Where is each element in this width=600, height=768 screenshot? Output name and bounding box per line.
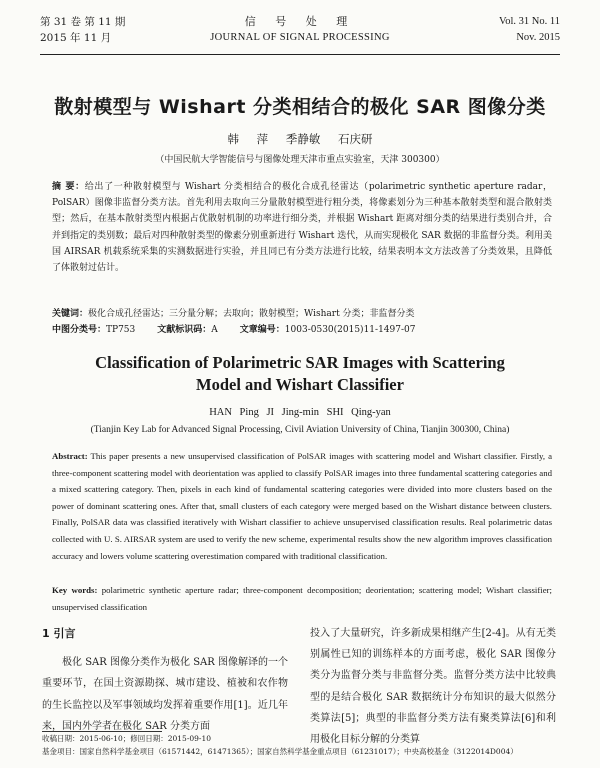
paper-title-zh: 散射模型与 Wishart 分类相结合的极化 SAR 图像分类 [54, 96, 546, 118]
abstract-zh [52, 179, 552, 276]
keywords-text-zh: 极化合成孔径雷达；三分量分解；去取向；散射模型；Wishart 分类；非监督分类 [88, 309, 415, 319]
doc-code-value: A [211, 325, 218, 335]
section-heading: 1 引言 [42, 627, 76, 640]
affiliation-zh: （中国民航大学智能信号与图像处理天津市重点实验室，天津 300300） [155, 155, 445, 165]
clc-value: TP753 [106, 325, 136, 335]
keywords-label-en: Key words: [52, 585, 98, 595]
journal-name [40, 14, 560, 46]
footnote-funding: 基金项目：国家自然科学基金项目（61571442，61471365）；国家自然科学基金重点项目（61231017）；中央高校基金（3122014D004） [42, 747, 518, 756]
body-column-right [310, 623, 556, 750]
body-paragraph-right: 投入了大量研究，许多新成果相继产生[2-4]。从有无类别属性已知的训练样本的方面考虑，极化 SAR 图像分类分为监督分类与非监督分类。监督分类方法中比较典型的是结合极化 SAR 数据统计分布知识的最大似然分类算法[5]；典型的非监督分类方法有聚类算法[6]和利用极化目标分解的分类算 [310, 628, 556, 746]
running-header [40, 14, 560, 55]
issue-info-en [499, 14, 560, 46]
abstract-text-zh: 给出了一种散射模型与 Wishart 分类相结合的极化合成孔径雷达（polarimetric synthetic aperture radar，PolSAR）图像非监督分类方法。首先利用去取向三分量散射模型进行粗分类，将像素划分为三种基本散射类型和混合散射类型；然后，在基本散射类型内根据占优散射机制的功率进行细分类，并根据 Wishart 距离对细分类的结果进行类别合并，合并到指定的类别数；最后对四种散射类型的像素分别重新进行 Wishart 迭代，从而实现极化 SAR 数据的非监督分类。利用美国 AIRSAR 机载系统采集的实测数据进行实验，并且同已有分类方法进行比较，结果表明本文方法改善了分类效果，且降低了体散射过估计。 [52, 182, 553, 274]
keywords-zh [52, 306, 552, 322]
paper-title-en [40, 352, 560, 396]
abstract-en [52, 448, 552, 564]
keywords-label-zh: 关键词： [52, 309, 89, 319]
journal-name-zh: 信 号 处 理 [244, 15, 356, 28]
affiliation-en: (Tianjin Key Lab for Advanced Signal Processing, Civil Aviation University of China, Tianjin 300300, China) [90, 425, 510, 435]
authors-en: HAN Ping JI Jing-min SHI Qing-yan [209, 407, 391, 418]
clc-label: 中图分类号： [52, 325, 107, 335]
volume-issue: 第 31 卷 第 11 期 [40, 16, 126, 28]
abstract-label-en: Abstract: [52, 451, 88, 461]
volume-issue-en: Vol. 31 No. 11 [499, 16, 560, 27]
footnote-divider [42, 731, 162, 732]
issue-date-en: Nov. 2015 [516, 32, 560, 43]
authors-zh: 韩 萍 季静敏 石庆研 [227, 132, 373, 146]
doc-code-label: 文献标识码： [157, 325, 212, 335]
footnote-dates: 收稿日期：2015-06-10；修回日期：2015-09-10 [42, 734, 211, 743]
keywords-en [52, 582, 552, 615]
issue-date: 2015 年 11 月 [40, 32, 112, 44]
paper-title-en-line1: Classification of Polarimetric SAR Images with Scattering [95, 353, 505, 372]
paper-title-en-line2: Model and Wishart Classifier [196, 375, 404, 394]
abstract-label-zh: 摘 要： [52, 182, 85, 192]
article-number-value: 1003-0530(2015)11-1497-07 [284, 325, 416, 335]
keywords-text-en: polarimetric synthetic aperture radar; three-component decomposition; deorientation; scattering model; Wishart classifier; unsupervised classification [52, 585, 553, 612]
body-paragraph-left: 极化 SAR 图像分类作为极化 SAR 图像解译的一个重要环节，在国土资源勘探、城市建设、植被和农作物的生长监控以及军事领域均发挥着重要作用[1]。近几年来，国内外学者在极化 SAR 分类方面 [42, 657, 288, 732]
body-column-left [42, 623, 288, 737]
article-number-label: 文章编号： [239, 325, 285, 335]
journal-name-en: JOURNAL OF SIGNAL PROCESSING [210, 32, 390, 43]
classification-codes [52, 322, 552, 338]
abstract-text-en: This paper presents a new unsupervised classification of PolSAR images with scattering model and Wishart classifier. Firstly, a three-component scattering model with deorientation was applied to classify PolSAR images into three fundamental scattering categories and a mixed scattering category. Then, pixels in each kind of fundamental scattering categories were divided into more clusters based on the power of dominant scattering ones. After that, small clusters of each category were merged based on the Wishart distance between clusters. Finally, PolSAR data was classified iteratively with Wishart classifier to achieve unsupervised classification results. Real polarimetric datas collected with U. S. AIRSAR system are used to verify the new scheme, experimental results show the new algorithm improves classification accuracy and lowers volume scattering overestimation compared with traditional classification. [52, 451, 552, 561]
